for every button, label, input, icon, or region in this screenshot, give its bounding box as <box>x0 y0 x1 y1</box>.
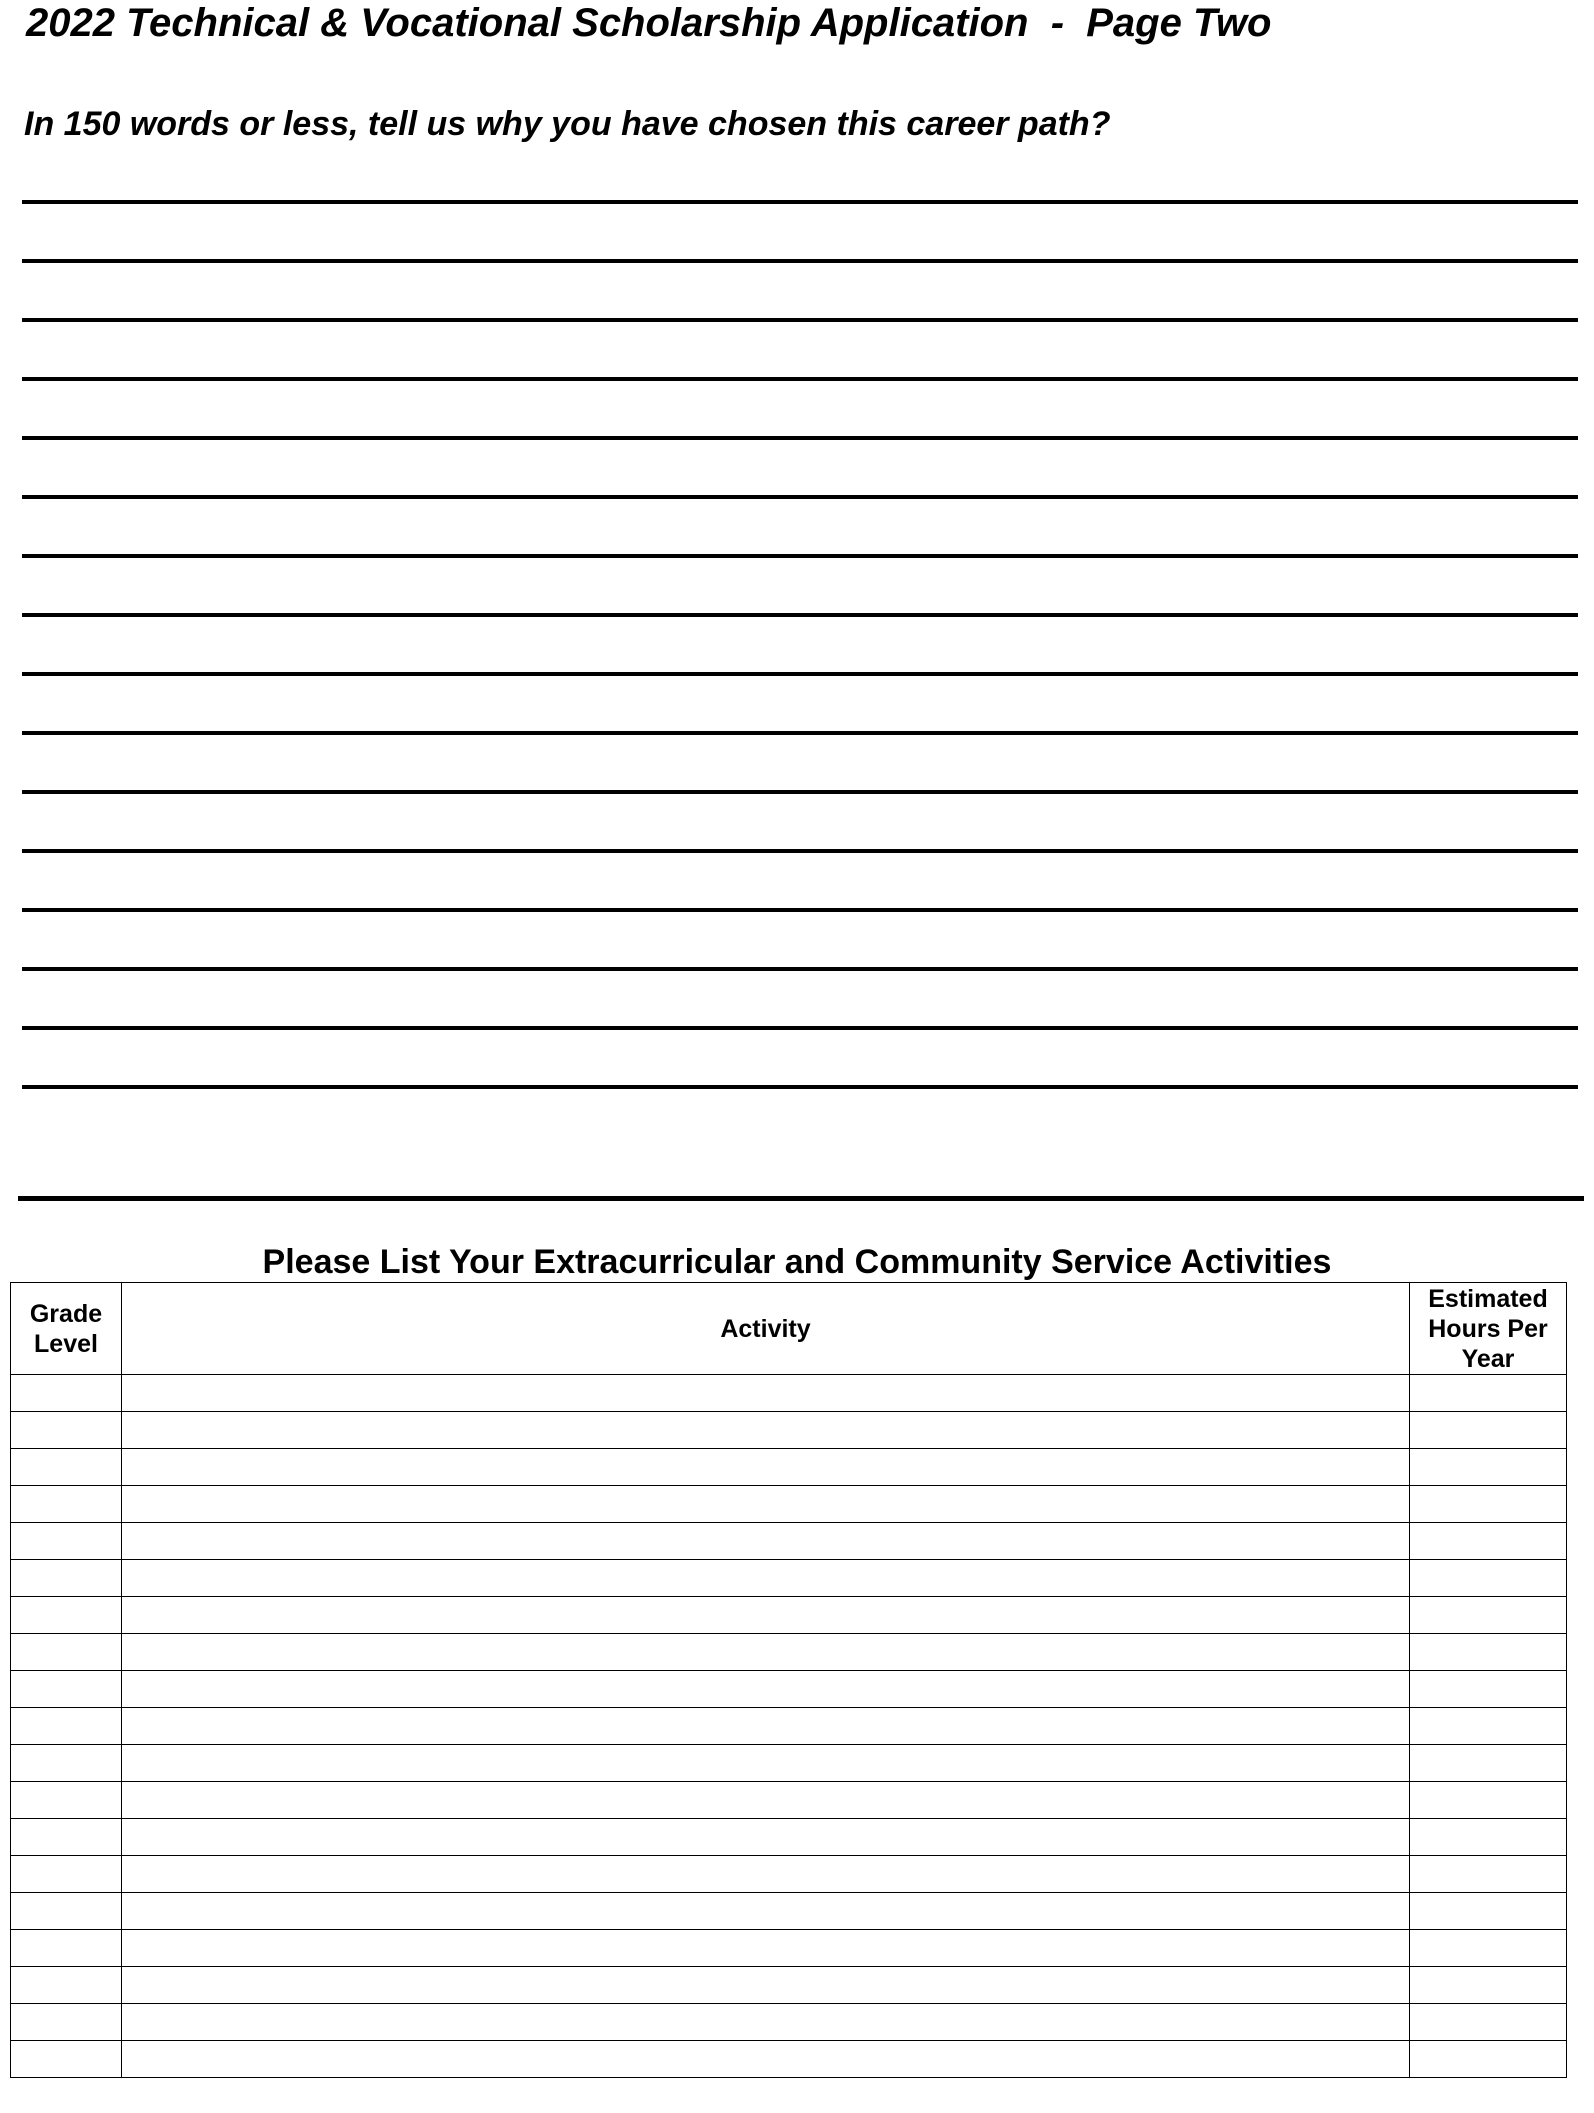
estimated-hours-cell[interactable] <box>1410 1967 1567 2004</box>
estimated-hours-cell[interactable] <box>1410 1375 1567 1412</box>
grade-level-cell[interactable] <box>11 1967 122 2004</box>
activities-section-title: Please List Your Extracurricular and Community Service Activities <box>262 1243 1332 1281</box>
essay-prompt: In 150 words or less, tell us why you have chosen this career path? <box>24 105 1111 143</box>
grade-level-cell[interactable] <box>11 1671 122 1708</box>
table-header-row <box>11 1283 1567 1375</box>
grade-level-cell[interactable] <box>11 2041 122 2078</box>
essay-line[interactable] <box>22 790 1578 794</box>
activity-cell[interactable] <box>122 1634 1410 1671</box>
estimated-hours-cell[interactable] <box>1410 1449 1567 1486</box>
estimated-hours-cell[interactable] <box>1410 1634 1567 1671</box>
essay-line[interactable] <box>22 318 1578 322</box>
activity-cell[interactable] <box>122 1560 1410 1597</box>
estimated-hours-cell[interactable] <box>1410 1523 1567 1560</box>
estimated-hours-cell[interactable] <box>1410 1597 1567 1634</box>
activity-cell[interactable] <box>122 1819 1410 1856</box>
activity-cell[interactable] <box>122 1782 1410 1819</box>
grade-level-cell[interactable] <box>11 1930 122 1967</box>
essay-line[interactable] <box>22 554 1578 558</box>
grade-level-cell[interactable] <box>11 1523 122 1560</box>
essay-line[interactable] <box>22 908 1578 912</box>
grade-level-cell[interactable] <box>11 1856 122 1893</box>
table-row <box>11 1449 1567 1486</box>
estimated-hours-cell[interactable] <box>1410 1745 1567 1782</box>
essay-line[interactable] <box>22 967 1578 971</box>
grade-level-cell[interactable] <box>11 1412 122 1449</box>
column-header-activity: Activity <box>122 1283 1410 1375</box>
table-row <box>11 2004 1567 2041</box>
essay-line[interactable] <box>22 1026 1578 1030</box>
table-row <box>11 1634 1567 1671</box>
estimated-hours-cell[interactable] <box>1410 1671 1567 1708</box>
table-row <box>11 1560 1567 1597</box>
table-row <box>11 1671 1567 1708</box>
activity-cell[interactable] <box>122 2004 1410 2041</box>
table-row <box>11 1708 1567 1745</box>
estimated-hours-cell[interactable] <box>1410 1819 1567 1856</box>
table-row <box>11 1412 1567 1449</box>
table-row <box>11 1523 1567 1560</box>
table-row <box>11 2041 1567 2078</box>
estimated-hours-cell[interactable] <box>1410 1708 1567 1745</box>
column-header-estimated-hours: Estimated Hours Per Year <box>1410 1283 1567 1375</box>
activity-cell[interactable] <box>122 1449 1410 1486</box>
grade-level-cell[interactable] <box>11 1819 122 1856</box>
table-row <box>11 1856 1567 1893</box>
activity-cell[interactable] <box>122 1745 1410 1782</box>
activity-cell[interactable] <box>122 2041 1410 2078</box>
table-row <box>11 1375 1567 1412</box>
table-row <box>11 1782 1567 1819</box>
essay-line[interactable] <box>22 849 1578 853</box>
estimated-hours-cell[interactable] <box>1410 2041 1567 2078</box>
essay-line[interactable] <box>22 377 1578 381</box>
estimated-hours-cell[interactable] <box>1410 1412 1567 1449</box>
essay-line[interactable] <box>22 495 1578 499</box>
activity-cell[interactable] <box>122 1708 1410 1745</box>
table-row <box>11 1745 1567 1782</box>
activities-table-body <box>11 1375 1567 2078</box>
estimated-hours-cell[interactable] <box>1410 1856 1567 1893</box>
essay-line[interactable] <box>22 613 1578 617</box>
estimated-hours-cell[interactable] <box>1410 1930 1567 1967</box>
activity-cell[interactable] <box>122 1893 1410 1930</box>
section-divider <box>18 1196 1584 1201</box>
estimated-hours-cell[interactable] <box>1410 2004 1567 2041</box>
activity-cell[interactable] <box>122 1930 1410 1967</box>
essay-line[interactable] <box>22 672 1578 676</box>
grade-level-cell[interactable] <box>11 1597 122 1634</box>
essay-line[interactable] <box>22 731 1578 735</box>
estimated-hours-cell[interactable] <box>1410 1782 1567 1819</box>
grade-level-cell[interactable] <box>11 1745 122 1782</box>
activity-cell[interactable] <box>122 1523 1410 1560</box>
table-row <box>11 1930 1567 1967</box>
activity-cell[interactable] <box>122 1375 1410 1412</box>
essay-line[interactable] <box>22 436 1578 440</box>
activity-cell[interactable] <box>122 1671 1410 1708</box>
table-row <box>11 1597 1567 1634</box>
column-header-grade-level: Grade Level <box>11 1283 122 1375</box>
estimated-hours-cell[interactable] <box>1410 1893 1567 1930</box>
essay-line[interactable] <box>22 1085 1578 1089</box>
grade-level-cell[interactable] <box>11 1375 122 1412</box>
grade-level-cell[interactable] <box>11 1708 122 1745</box>
grade-level-cell[interactable] <box>11 1560 122 1597</box>
activities-table-wrapper <box>10 1282 1566 2078</box>
activity-cell[interactable] <box>122 1856 1410 1893</box>
estimated-hours-cell[interactable] <box>1410 1560 1567 1597</box>
table-row <box>11 1893 1567 1930</box>
page-title: 2022 Technical & Vocational Scholarship Application - Page Two <box>26 1 1272 45</box>
estimated-hours-cell[interactable] <box>1410 1486 1567 1523</box>
grade-level-cell[interactable] <box>11 1782 122 1819</box>
activity-cell[interactable] <box>122 1486 1410 1523</box>
activity-cell[interactable] <box>122 1967 1410 2004</box>
grade-level-cell[interactable] <box>11 2004 122 2041</box>
essay-line[interactable] <box>22 200 1578 204</box>
table-row <box>11 1819 1567 1856</box>
activity-cell[interactable] <box>122 1597 1410 1634</box>
grade-level-cell[interactable] <box>11 1486 122 1523</box>
essay-line[interactable] <box>22 259 1578 263</box>
table-row <box>11 1967 1567 2004</box>
grade-level-cell[interactable] <box>11 1449 122 1486</box>
grade-level-cell[interactable] <box>11 1893 122 1930</box>
table-row <box>11 1486 1567 1523</box>
grade-level-cell[interactable] <box>11 1634 122 1671</box>
activities-table <box>10 1282 1567 2078</box>
activity-cell[interactable] <box>122 1412 1410 1449</box>
